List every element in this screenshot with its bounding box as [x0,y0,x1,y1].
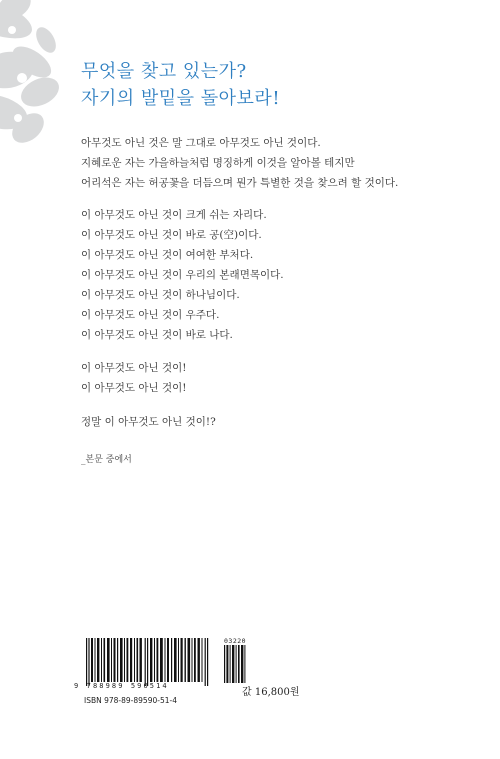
text-line: 이 아무것도 아닌 것이! [81,362,187,374]
headline [81,58,280,112]
body-text [81,133,481,465]
headline-line-1: 무엇을 찾고 있는가? [81,61,247,82]
text-line: 이 아무것도 아닌 것이 여여한 부처다. [81,249,254,261]
text-line: 이 아무것도 아닌 것이! [81,382,187,394]
text-line: 어리석은 자는 허공꽃을 더듬으며 뭔가 특별한 것을 찾으려 할 것이다. [81,177,399,189]
isbn-number: ISBN 978-89-89590-51-4 [84,696,177,705]
headline-line-2: 자기의 발밑을 돌아보라! [81,88,281,109]
text-line: 이 아무것도 아닌 것이 바로 나다. [81,329,233,341]
text-line: 아무것도 아닌 것은 말 그대로 아무것도 아닌 것이다. [81,137,321,149]
barcode-addon [224,637,247,685]
text-line: 이 아무것도 아닌 것이 하나님이다. [81,289,240,301]
text-line: 이 아무것도 아닌 것이 크게 쉬는 자리다. [81,209,267,221]
text-line: 이 아무것도 아닌 것이 우리의 본래면목이다. [81,269,284,281]
source-note: _본문 중에서 [81,455,132,465]
addon-barcode-image [224,645,246,683]
barcode-image [86,638,210,686]
paragraph-intro [81,133,481,193]
text-line: 이 아무것도 아닌 것이 바로 공(空)이다. [81,229,262,241]
price-label: 값 16,800원 [242,687,300,698]
addon-digits: 03220 [224,637,247,645]
flower-ornament-icon [0,0,62,150]
text-line: 이 아무것도 아닌 것이 우주다. [81,309,220,321]
text-line: 정말 이 아무것도 아닌 것이!? [81,416,216,428]
barcode-digits: 9 788989 590514 [74,682,169,690]
paragraph-exclaim [81,358,481,398]
paragraph-question [81,412,481,432]
text-line: 지혜로운 자는 가을하늘처럼 명징하게 이것을 알아볼 테지만 [81,157,355,169]
paragraph-list [81,205,481,345]
